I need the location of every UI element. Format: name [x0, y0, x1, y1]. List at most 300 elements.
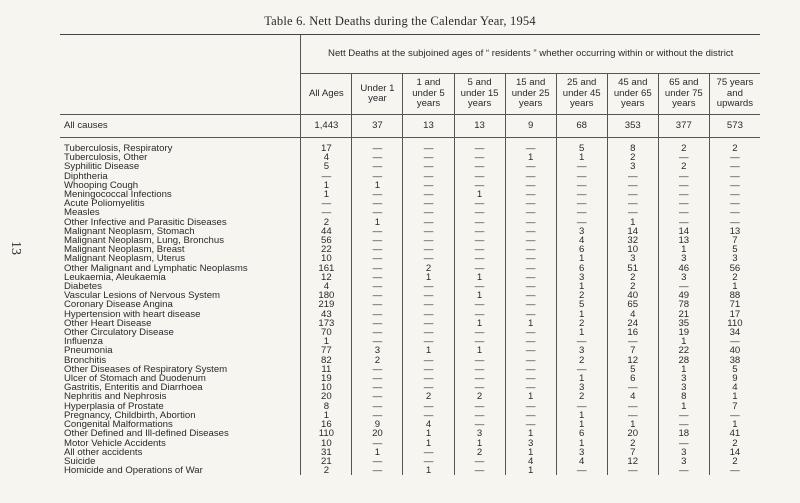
- cell: —: [403, 383, 454, 392]
- cell: —: [607, 181, 658, 190]
- cell: —: [556, 208, 607, 217]
- row-label: Vascular Lesions of Nervous System: [64, 291, 221, 301]
- cell: —: [403, 181, 454, 190]
- row-label: Malignant Neoplasm, Breast: [64, 245, 185, 255]
- cell: —: [352, 162, 403, 171]
- cell: —: [658, 181, 709, 190]
- row-label: Bronchitis: [64, 355, 107, 365]
- cell: 4: [556, 236, 607, 245]
- cell: —: [607, 190, 658, 199]
- table-row: [60, 310, 760, 319]
- cell: —: [505, 310, 556, 319]
- table-body: [60, 115, 760, 476]
- row-label: Influenza: [64, 337, 103, 347]
- cell: 1: [403, 439, 454, 448]
- cell: 1: [454, 346, 505, 355]
- cell: —: [607, 208, 658, 217]
- cell: —: [454, 383, 505, 392]
- cell: 1: [556, 439, 607, 448]
- cell: —: [505, 218, 556, 227]
- col-header-under-1: Under 1 year: [352, 74, 403, 115]
- cell: —: [556, 190, 607, 199]
- cell: 7: [709, 402, 760, 411]
- cell: 3: [709, 254, 760, 263]
- cell: —: [505, 264, 556, 273]
- cell: —: [352, 227, 403, 236]
- page-number: 13: [8, 241, 23, 255]
- cell: 110: [709, 319, 760, 328]
- cell: 1: [403, 273, 454, 282]
- cell: 51: [607, 264, 658, 273]
- cell: 9: [709, 374, 760, 383]
- cell: 1: [454, 439, 505, 448]
- col-header-5-to-15: 5 and under 15 years: [454, 74, 505, 115]
- cell: —: [301, 199, 352, 208]
- cell: 18: [658, 429, 709, 438]
- cell: —: [403, 448, 454, 457]
- row-label: Congenital Malformations: [64, 420, 173, 430]
- cell: 573: [709, 115, 760, 138]
- cell: 3: [658, 457, 709, 466]
- cell: —: [352, 383, 403, 392]
- cell: —: [454, 466, 505, 475]
- cell: 2: [607, 439, 658, 448]
- cell: 3: [607, 162, 658, 171]
- cell: —: [403, 172, 454, 181]
- cell: 2: [301, 218, 352, 227]
- cell: —: [505, 291, 556, 300]
- table-row: [60, 181, 760, 190]
- cell: 1: [556, 420, 607, 429]
- cell: 2: [454, 448, 505, 457]
- cell: —: [454, 153, 505, 162]
- cell: 377: [658, 115, 709, 138]
- table-title: Table 6. Nett Deaths during the Calendar Year, 1954: [264, 14, 536, 28]
- cell: 7: [607, 346, 658, 355]
- cell: —: [505, 227, 556, 236]
- all-causes-row: [60, 115, 760, 138]
- cell: —: [505, 181, 556, 190]
- cell: —: [403, 291, 454, 300]
- cell: —: [556, 162, 607, 171]
- cell: 3: [658, 273, 709, 282]
- row-label: Nephritis and Nephrosis: [64, 392, 167, 402]
- cell: —: [352, 319, 403, 328]
- cell: —: [403, 162, 454, 171]
- cell: 65: [607, 300, 658, 309]
- deaths-table: [60, 34, 760, 475]
- cell: 8: [607, 144, 658, 153]
- cell: 2: [556, 356, 607, 365]
- cell: —: [505, 190, 556, 199]
- cell: 28: [658, 356, 709, 365]
- table-row: [60, 245, 760, 254]
- cell: 3: [658, 383, 709, 392]
- cell: 3: [556, 383, 607, 392]
- cell: —: [403, 328, 454, 337]
- cell: —: [505, 300, 556, 309]
- cell: 6: [607, 374, 658, 383]
- cell: 14: [658, 227, 709, 236]
- table-row: [60, 254, 760, 263]
- row-label: Malignant Neoplasm, Uterus: [64, 254, 186, 264]
- row-label: Malignant Neoplasm, Lung, Bronchus: [64, 236, 224, 246]
- cell: 10: [301, 383, 352, 392]
- cell: 2: [556, 319, 607, 328]
- cell: 3: [352, 346, 403, 355]
- cell: 2: [352, 356, 403, 365]
- cell: 2: [658, 162, 709, 171]
- cell: 1: [709, 282, 760, 291]
- cell: —: [556, 365, 607, 374]
- cell: —: [403, 236, 454, 245]
- table-row: [60, 466, 760, 475]
- row-label: Measles: [64, 208, 100, 218]
- row-label: Meningococcal Infections: [64, 190, 172, 200]
- cell: —: [352, 264, 403, 273]
- cell: 1: [301, 190, 352, 199]
- cell: 5: [607, 365, 658, 374]
- cell: —: [454, 162, 505, 171]
- cell: 37: [352, 115, 403, 138]
- cell: —: [556, 402, 607, 411]
- cell: —: [403, 245, 454, 254]
- row-label: Other Circulatory Disease: [64, 328, 174, 338]
- cell: 8: [301, 402, 352, 411]
- cell: —: [556, 181, 607, 190]
- cell: 40: [607, 291, 658, 300]
- cell: 1: [352, 218, 403, 227]
- cell: 31: [301, 448, 352, 457]
- table-row: [60, 439, 760, 448]
- cell: —: [454, 300, 505, 309]
- cell: —: [709, 181, 760, 190]
- cell: 10: [301, 439, 352, 448]
- cell: —: [709, 190, 760, 199]
- row-label: Whooping Cough: [64, 180, 139, 191]
- row-label: Ulcer of Stomach and Duodenum: [64, 374, 206, 384]
- cell: —: [454, 236, 505, 245]
- cell: —: [352, 254, 403, 263]
- cell: —: [454, 402, 505, 411]
- cell: 3: [607, 254, 658, 263]
- cell: 1: [556, 254, 607, 263]
- cell: 1: [556, 310, 607, 319]
- cell: —: [709, 162, 760, 171]
- cell: 1: [403, 346, 454, 355]
- row-label: Other Defined and Ill-defined Diseases: [64, 429, 229, 439]
- cell: 4: [607, 392, 658, 401]
- cell: 13: [709, 227, 760, 236]
- cell: 4: [403, 420, 454, 429]
- cell: 1: [658, 402, 709, 411]
- cell: 1: [403, 429, 454, 438]
- cell: —: [454, 374, 505, 383]
- cell: 4: [505, 457, 556, 466]
- cell: —: [403, 227, 454, 236]
- cell: —: [658, 466, 709, 475]
- table-row: [60, 328, 760, 337]
- cell: —: [505, 420, 556, 429]
- cell: 1: [556, 282, 607, 291]
- cell: —: [505, 273, 556, 282]
- cell: 10: [301, 254, 352, 263]
- cell: 3: [556, 346, 607, 355]
- cell: —: [454, 328, 505, 337]
- cell: —: [352, 411, 403, 420]
- table-row: [60, 402, 760, 411]
- cell: —: [403, 457, 454, 466]
- row-label: Other Diseases of Respiratory System: [64, 364, 228, 375]
- cell: 56: [301, 236, 352, 245]
- cell: —: [658, 411, 709, 420]
- cell: —: [352, 144, 403, 153]
- cell: 3: [658, 254, 709, 263]
- cell: —: [658, 153, 709, 162]
- table-row: [60, 448, 760, 457]
- cell: 1: [454, 273, 505, 282]
- cell: —: [658, 208, 709, 217]
- cell: 32: [607, 236, 658, 245]
- cell: 1: [454, 291, 505, 300]
- cell: —: [352, 282, 403, 291]
- cell: —: [352, 365, 403, 374]
- cell: —: [556, 337, 607, 346]
- cell: —: [454, 264, 505, 273]
- cell: —: [403, 300, 454, 309]
- cell: 8: [658, 392, 709, 401]
- table-row: [60, 319, 760, 328]
- cell: 1: [709, 420, 760, 429]
- cell: —: [505, 383, 556, 392]
- cell: 1: [301, 181, 352, 190]
- cell: 1: [505, 429, 556, 438]
- table-row: [60, 199, 760, 208]
- cell: 2: [709, 457, 760, 466]
- cell: —: [505, 172, 556, 181]
- cell: —: [403, 153, 454, 162]
- cell: —: [352, 310, 403, 319]
- cell: —: [352, 153, 403, 162]
- cell: 56: [709, 264, 760, 273]
- cell: 1: [658, 365, 709, 374]
- cell: —: [352, 236, 403, 245]
- cell: —: [505, 346, 556, 355]
- row-label: Other Heart Disease: [64, 318, 152, 329]
- col-header-25-to-45: 25 and under 45 years: [556, 74, 607, 115]
- cell: 173: [301, 319, 352, 328]
- cell: —: [454, 199, 505, 208]
- cell: —: [505, 356, 556, 365]
- cell: 2: [454, 392, 505, 401]
- cell: 161: [301, 264, 352, 273]
- table-row: [60, 190, 760, 199]
- cell: 3: [556, 273, 607, 282]
- cell: —: [556, 466, 607, 475]
- row-label: Other Malignant and Lymphatic Neoplasms: [64, 263, 248, 273]
- cell: 5: [709, 245, 760, 254]
- cell: 46: [658, 264, 709, 273]
- cell: —: [607, 466, 658, 475]
- cell: 70: [301, 328, 352, 337]
- cell: —: [454, 310, 505, 319]
- cell: —: [403, 319, 454, 328]
- cell: —: [454, 420, 505, 429]
- col-header-75-up: 75 years and upwards: [709, 74, 760, 115]
- cell: 1: [352, 448, 403, 457]
- cell: 11: [301, 365, 352, 374]
- cell: —: [403, 208, 454, 217]
- cell: —: [505, 245, 556, 254]
- cell: 4: [556, 457, 607, 466]
- cell: 12: [301, 273, 352, 282]
- cell: —: [658, 218, 709, 227]
- table-row: [60, 236, 760, 245]
- cell: —: [403, 411, 454, 420]
- cell: —: [454, 254, 505, 263]
- cell: —: [709, 199, 760, 208]
- cell: 9: [505, 115, 556, 138]
- row-label: All causes: [60, 115, 301, 138]
- cell: —: [403, 254, 454, 263]
- cell: —: [454, 457, 505, 466]
- cell: —: [352, 337, 403, 346]
- cell: —: [403, 282, 454, 291]
- cell: 14: [607, 227, 658, 236]
- row-label: Tuberculosis, Other: [64, 153, 148, 163]
- cell: —: [454, 365, 505, 374]
- cell: —: [709, 337, 760, 346]
- cell: —: [403, 337, 454, 346]
- cell: 2: [709, 439, 760, 448]
- cell: —: [352, 208, 403, 217]
- col-header-all-ages: All Ages: [301, 74, 352, 115]
- cell: 17: [301, 144, 352, 153]
- cell: 13: [454, 115, 505, 138]
- cell: —: [505, 374, 556, 383]
- cell: 1: [505, 153, 556, 162]
- cell: —: [454, 227, 505, 236]
- cell: 22: [301, 245, 352, 254]
- row-label: Other Infective and Parasitic Diseases: [64, 217, 227, 227]
- table-row: [60, 172, 760, 181]
- cell: 14: [709, 448, 760, 457]
- cell: —: [658, 199, 709, 208]
- table-row: [60, 282, 760, 291]
- row-label: Hypertension with heart disease: [64, 309, 201, 319]
- cell: —: [352, 300, 403, 309]
- row-label: Acute Poliomyelitis: [64, 199, 145, 209]
- cell: 1: [301, 337, 352, 346]
- cell: —: [709, 153, 760, 162]
- cell: —: [352, 457, 403, 466]
- cell: 1: [454, 190, 505, 199]
- cell: 88: [709, 291, 760, 300]
- cell: 4: [607, 310, 658, 319]
- cell: —: [352, 402, 403, 411]
- cell: —: [352, 328, 403, 337]
- table-row: [60, 374, 760, 383]
- row-label: Hyperplasia of Prostate: [64, 401, 164, 411]
- cell: —: [352, 291, 403, 300]
- cell: 13: [658, 236, 709, 245]
- cell: 1: [505, 466, 556, 475]
- cell: —: [556, 199, 607, 208]
- cell: —: [658, 190, 709, 199]
- cell: —: [658, 420, 709, 429]
- col-header-65-to-75: 65 and under 75 years: [658, 74, 709, 115]
- cell: 2: [607, 153, 658, 162]
- cell: —: [709, 172, 760, 181]
- cell: —: [454, 181, 505, 190]
- table-row: [60, 153, 760, 162]
- age-group-header: Nett Deaths at the subjoined ages of “ residents ” whether occurring within or without the district: [301, 35, 760, 74]
- row-label: Leukaemia, Aleukaemia: [64, 272, 166, 283]
- table-row: [60, 162, 760, 171]
- row-label: Suicide: [64, 456, 96, 467]
- row-label: Pregnancy, Childbirth, Abortion: [64, 410, 196, 421]
- cell: 2: [658, 144, 709, 153]
- cell: 12: [607, 356, 658, 365]
- cell: 43: [301, 310, 352, 319]
- cell: 1: [505, 448, 556, 457]
- cell: —: [607, 402, 658, 411]
- row-label: Homicide and Operations of War: [64, 466, 203, 476]
- cell: —: [352, 199, 403, 208]
- cell: 1: [556, 328, 607, 337]
- cell: —: [505, 208, 556, 217]
- cell: —: [454, 208, 505, 217]
- row-label: Syphilitic Disease: [64, 162, 140, 172]
- cell: 353: [607, 115, 658, 138]
- cell: —: [505, 365, 556, 374]
- cell: 2: [301, 466, 352, 475]
- cell: 2: [607, 282, 658, 291]
- cell: 1: [454, 319, 505, 328]
- cell: 34: [709, 328, 760, 337]
- cell: 1: [607, 420, 658, 429]
- row-label: Pneumonia: [64, 346, 113, 356]
- cell: —: [658, 172, 709, 181]
- row-label: Tuberculosis, Respiratory: [64, 144, 173, 154]
- cell: 2: [607, 273, 658, 282]
- table-row: [60, 420, 760, 429]
- table-row: [60, 264, 760, 273]
- cell: —: [403, 402, 454, 411]
- cell: 20: [301, 392, 352, 401]
- row-label: Coronary Disease Angina: [64, 300, 173, 310]
- cell: —: [658, 282, 709, 291]
- cell: —: [352, 273, 403, 282]
- cell: —: [403, 310, 454, 319]
- cell: 7: [709, 236, 760, 245]
- table-row: [60, 383, 760, 392]
- cell: 2: [403, 392, 454, 401]
- cell: —: [352, 439, 403, 448]
- cell: 1: [556, 153, 607, 162]
- cell: —: [301, 208, 352, 217]
- cell: 5: [556, 144, 607, 153]
- cell: —: [505, 199, 556, 208]
- cell: —: [403, 365, 454, 374]
- cell: 4: [709, 383, 760, 392]
- cell: —: [607, 411, 658, 420]
- cell: 6: [556, 429, 607, 438]
- cell: —: [454, 172, 505, 181]
- table-row: [60, 218, 760, 227]
- table-row: [60, 208, 760, 217]
- cell: 21: [301, 457, 352, 466]
